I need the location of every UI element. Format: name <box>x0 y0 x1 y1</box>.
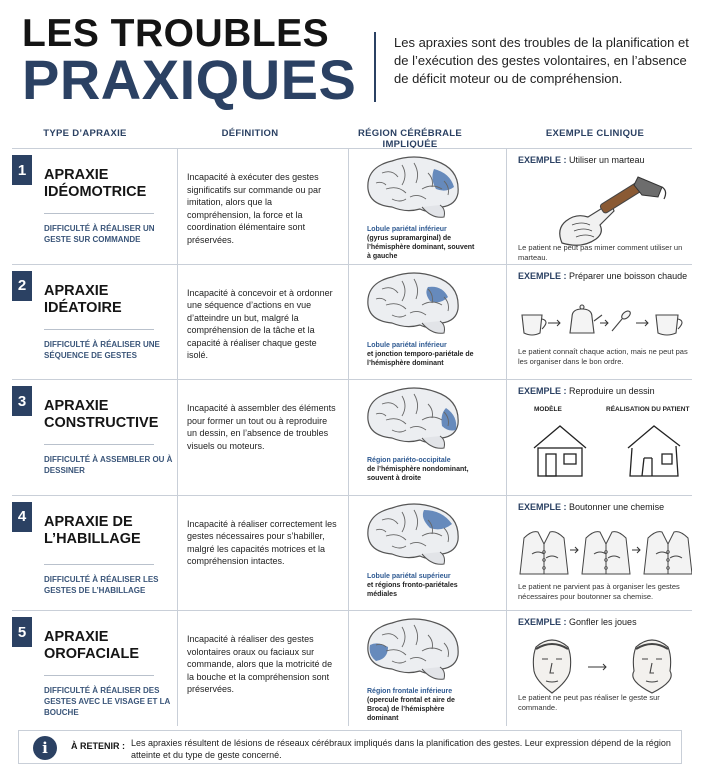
column-divider <box>348 380 349 495</box>
example-heading <box>518 502 664 512</box>
model-label: MODÈLE <box>534 406 562 413</box>
column-divider <box>348 496 349 611</box>
example-heading <box>518 617 637 627</box>
apraxia-definition: Incapacité à assembler des éléments pour former un tout ou à reproduire un dessin, en l’absence de troubles visuels ou moteurs. <box>187 403 336 451</box>
apraxia-difficulty: DIFFICULTÉ À RÉALISER UNE SÉQUENCE DE GESTES <box>44 339 160 360</box>
brain-region-main: Lobule pariétal inférieur <box>367 341 447 349</box>
column-divider <box>348 611 349 726</box>
brain-illustration <box>362 500 462 570</box>
example-note: Le patient connaît chaque action, mais ne peut pas les organiser dans le bon ordre. <box>518 346 688 366</box>
example-heading <box>518 386 655 396</box>
example-title: Reproduire un dessin <box>569 386 655 396</box>
row-number-badge: 3 <box>12 386 32 416</box>
apraxia-difficulty: DIFFICULTÉ À RÉALISER LES GESTES DE L’HABILLAGE <box>44 574 159 595</box>
title-line-1: LES TROUBLES <box>22 12 330 55</box>
name-divider <box>44 564 154 565</box>
column-header-type: TYPE D’APRAXIE <box>43 128 127 139</box>
apraxia-definition: Incapacité à réaliser correctement les gestes nécessaires pour s’habiller, malgré les capacités motrices et la compréhension intactes. <box>187 518 337 566</box>
brain-region-caption <box>367 341 477 368</box>
column-header-example: EXEMPLE CLINIQUE <box>545 128 645 139</box>
row-number-badge: 5 <box>12 617 32 647</box>
brain-illustration <box>362 384 462 454</box>
example-title: Boutonner une chemise <box>569 501 665 512</box>
apraxia-row <box>12 264 692 379</box>
brain-region-main: Région pariéto-occipitale <box>367 457 451 464</box>
info-icon: i <box>33 736 57 760</box>
column-divider <box>506 611 507 726</box>
column-divider <box>177 611 178 726</box>
apraxia-row <box>12 148 692 263</box>
example-label: EXEMPLE : <box>518 386 567 396</box>
name-divider <box>44 675 154 676</box>
column-divider <box>348 149 349 264</box>
column-header-definition: DÉFINITION <box>221 128 279 139</box>
apraxia-difficulty: DIFFICULTÉ À RÉALISER UN GESTE SUR COMMANDE <box>44 224 155 244</box>
brain-region-main: Région frontale inférieure <box>367 688 453 695</box>
row-number-badge: 2 <box>12 271 32 301</box>
apraxia-name: APRAXIE IDÉOMOTRICE <box>44 167 147 200</box>
header-divider <box>374 32 376 102</box>
column-divider <box>177 265 178 380</box>
brain-region-detail: et jonction temporo-pariétale de l’hémisphère dominant <box>367 350 474 367</box>
example-note: Le patient ne parvient pas à organiser les gestes nécessaires pour boutonner sa chemise. <box>518 581 680 601</box>
example-note: Le patient ne peut pas réaliser le geste sur commande. <box>518 693 660 712</box>
row-number-badge: 1 <box>12 155 32 185</box>
column-divider <box>506 149 507 264</box>
column-header-region: RÉGION CÉRÉBRALE IMPLIQUÉE <box>357 128 463 150</box>
column-divider <box>506 380 507 495</box>
name-divider <box>44 329 154 330</box>
brain-region-caption <box>367 225 477 261</box>
header <box>0 0 702 120</box>
apraxia-row <box>12 379 692 494</box>
brain-illustration <box>362 615 462 685</box>
column-divider <box>177 496 178 611</box>
apraxia-definition: Incapacité à exécuter des gestes significatifs sur commande ou par imitation, alors que la compréhension, la force et la coordination élémentaire sont préservées. <box>187 172 322 245</box>
brain-region-main: Lobule pariétal inférieur <box>367 226 447 233</box>
apraxia-name: APRAXIE CONSTRUCTIVE <box>44 398 159 431</box>
apraxia-difficulty: DIFFICULTÉ À RÉALISER DES GESTES AVEC LE VISAGE ET LA BOUCHE <box>44 686 170 717</box>
name-divider <box>44 213 154 214</box>
example-title: Gonfler les joues <box>569 617 637 627</box>
example-heading <box>518 155 645 165</box>
intro-text: Les apraxies sont des troubles de la planification et de l’exécution des gestes volontaires, en l’absence de déficit moteur ou de compréhension. <box>394 35 689 86</box>
column-divider <box>177 149 178 264</box>
example-note: Le patient ne peut pas mimer comment utiliser un marteau. <box>518 243 683 262</box>
brain-illustration <box>362 153 462 223</box>
example-title: Préparer une boisson chaude <box>569 270 688 281</box>
brain-illustration <box>362 269 462 339</box>
summary-box <box>18 730 682 764</box>
summary-label: À RETENIR : <box>71 741 125 751</box>
house-drawing-icon <box>520 418 690 487</box>
brain-region-caption <box>367 572 477 599</box>
brain-region-detail: (gyrus supramarginal) de l’hémisphère dominant, souvent à gauche <box>367 235 475 260</box>
example-label: EXEMPLE : <box>518 501 567 512</box>
column-divider <box>177 380 178 495</box>
apraxia-difficulty: DIFFICULTÉ À ASSEMBLER OU À DESSINER <box>44 455 173 475</box>
brain-region-caption <box>367 687 477 723</box>
brain-region-main: Lobule pariétal supérieur <box>367 572 451 580</box>
example-label: EXEMPLE : <box>518 155 567 165</box>
row-number-badge: 4 <box>12 502 32 532</box>
apraxia-row <box>12 495 692 610</box>
brain-region-detail: et régions fronto-pariétales médiales <box>367 581 458 598</box>
example-title: Utiliser un marteau <box>569 155 645 165</box>
column-divider <box>348 265 349 380</box>
shirt-buttoning-sequence-icon <box>516 524 692 581</box>
apraxia-row <box>12 610 692 725</box>
example-label: EXEMPLE : <box>518 617 567 627</box>
brain-region-detail: (opercule frontal et aire de Broca) de l’hémisphère dominant <box>367 697 455 722</box>
brain-region-detail: de l’hémisphère nondominant, souvent à droite <box>367 466 469 482</box>
summary-text: Les apraxies résultent de lésions de réseaux cérébraux impliqués dans la planification des gestes. Leur expression dépend de la région atteinte et du type de geste concerné. <box>131 738 671 760</box>
example-heading <box>518 271 687 281</box>
patient-drawing-label: RÉALISATION DU PATIENT <box>606 406 690 413</box>
title-line-2: PRAXIQUES <box>22 48 357 111</box>
column-divider <box>506 265 507 380</box>
example-label: EXEMPLE : <box>518 270 567 281</box>
apraxia-definition: Incapacité à concevoir et à ordonner une séquence d’actions en vue d’atteindre un but, malgré la compréhension de la tâche et la capacité à réaliser chaque geste isolé. <box>187 287 333 360</box>
cup-kettle-spoon-sequence-icon <box>518 301 688 346</box>
apraxia-name: APRAXIE OROFACIALE <box>44 629 140 662</box>
name-divider <box>44 444 154 445</box>
apraxia-definition: Incapacité à réaliser des gestes volontaires oraux ou faciaux sur commande, alors que la motricité de la bouche et la compréhension sont préservées. <box>187 634 333 694</box>
apraxia-name: APRAXIE DE L’HABILLAGE <box>44 513 141 547</box>
column-divider <box>506 496 507 611</box>
brain-region-caption <box>367 456 477 483</box>
apraxia-name: APRAXIE IDÉATOIRE <box>44 282 122 316</box>
